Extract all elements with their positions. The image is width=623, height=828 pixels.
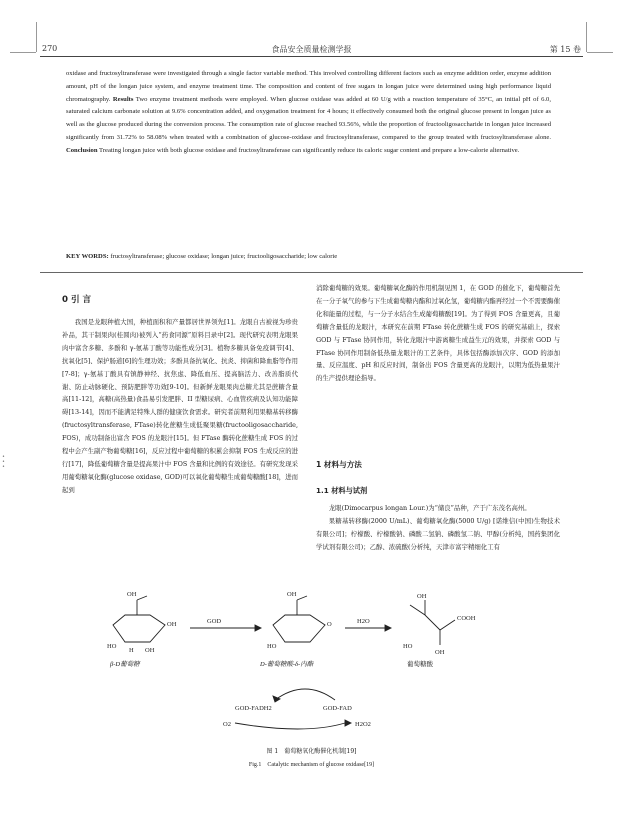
figure-caption-en: Fig.1 Catalytic mechanism of glucose oxidase[19] bbox=[248, 762, 375, 768]
materials-text bbox=[316, 502, 560, 554]
section-divider bbox=[40, 272, 583, 273]
methods-heading: 1 材料与方法 bbox=[316, 460, 362, 469]
right-paragraph: 消除葡萄糖的效果。葡萄糖氧化酶的作用机制见图 1，在 GOD 的催化下，葡萄糖首先在一分子氧气的参与下生成葡萄糖内酯和过氧化氢，葡萄糖内酯再经过一个不需要酶催化和能量的过程，与一分子水结合生成葡萄糖酸[19]。为了得到 FOS 含量更高，且葡萄糖含量低的龙眼汁，本研究在前期 FTase 转化蔗糖生成 FOS 的研究基础上，探索 GOD 与 FTase 协同作用，转化龙眼汁中游离糖生成益生元的效果，并探索 GOD 与 FTase 协同作用制备低热量龙眼汁的工艺条件，具体包括酶添加次序、GOD 的添加量、反应温度、pH 和反应时间，制备出 FOS 含量更高的龙眼汁，以期为低热量果汁的生产提供理论指导。 bbox=[316, 284, 560, 383]
glucose-label: β-D葡萄糖 bbox=[110, 661, 140, 668]
lactone-structure bbox=[273, 596, 325, 642]
longan-paragraph: 龙眼(Dimocarpus longan Lour.)为“储良”品种，产于广东茂名高州。 bbox=[328, 504, 531, 512]
header-rule bbox=[40, 56, 583, 57]
keywords-label: KEY WORDS: bbox=[66, 253, 109, 260]
reagents-paragraph: 果糖基转移酶(2000 U/mL)、葡萄糖氧化酶(5000 U/g) [诺维信(中国)生物技术有限公司]；柠檬酸、柠檬酸钠、磷酸二氢钠、磷酸氢二钠、甲醇(分析纯，国药集团化学试剂有限公司)；乙醇、浓硫酸(分析纯，天津市富宇精细化工有 bbox=[316, 516, 560, 551]
water-label: H2O bbox=[357, 618, 370, 625]
cycle-arrow-top bbox=[275, 689, 335, 700]
cycle-left-label: GOD-FADH2 bbox=[235, 705, 272, 712]
svg-text:OH: OH bbox=[167, 621, 177, 628]
svg-text:COOH: COOH bbox=[457, 615, 476, 622]
h2o2-label: H2O2 bbox=[355, 721, 371, 728]
margin-dots: • • • bbox=[2, 454, 5, 470]
figure-caption-cn: 图 1 葡萄糖氧化酶催化机制[19] bbox=[266, 748, 357, 755]
abstract-text: oxidase and fructosyltransferase were investigated through a single factor variable method. This involved controlling different factors such as enzyme addition order, enzyme addition amount, pH of the longan juice system, and enzyme treatment time. The composition and content of free sugars in longan juice were determined using high performance liquid chromatography. bbox=[66, 70, 551, 103]
conclusion-text: Treating longan juice with both glucose oxidase and fructosyltransferase can significantly reduce its caloric sugar content and prepare a low-calorie alternative. bbox=[99, 146, 520, 154]
right-column bbox=[316, 282, 560, 385]
results-text: Two enzyme treatment methods were employed. When glucose oxidase was added at 60 U/g with a reaction temperature of 35°C, an initial pH of 6.0, saturated calcium carbonate solution at 9.6% concentration added, and oxygenation treatment for 4 hours; it effectively consumed both the original glucose present in longan juice as well as the glucose produced during the conversion process. The consumption rate of glucose reached 93.56%, while the proportion of fructooligosaccharide in longan juice increased significantly from 31.72% to 58.08% when treated with a combination of glucose-oxidase and fructosyltransferase, compared to the group treated with fructosyltransferase alone. bbox=[66, 95, 551, 141]
cycle-right-label: GOD-FAD bbox=[323, 705, 352, 712]
conclusion-label: Conclusion bbox=[66, 146, 98, 154]
mechanism-figure bbox=[95, 590, 555, 740]
abstract bbox=[66, 68, 551, 158]
god-label: GOD bbox=[207, 618, 222, 625]
lactone-label: D-葡萄糖酸-δ-内酯 bbox=[260, 661, 314, 668]
left-column bbox=[62, 316, 298, 497]
glucose-structure bbox=[113, 596, 165, 642]
svg-text:OH: OH bbox=[417, 593, 427, 600]
gluconic-structure bbox=[410, 600, 455, 645]
svg-text:HO: HO bbox=[267, 643, 277, 650]
o2-label: O2 bbox=[223, 721, 231, 728]
svg-text:OH: OH bbox=[145, 647, 155, 654]
keywords-text: fructosyltransferase; glucose oxidase; longan juice; fructooligosaccharide; low calorie bbox=[110, 253, 338, 260]
svg-text:O: O bbox=[327, 621, 332, 628]
svg-text:OH: OH bbox=[435, 649, 445, 656]
gluconic-label: 葡萄糖酸 bbox=[407, 661, 433, 668]
results-label: Results bbox=[112, 95, 134, 103]
svg-text:HO: HO bbox=[403, 643, 413, 650]
page-number: 270 bbox=[42, 44, 58, 53]
svg-text:HO: HO bbox=[107, 643, 117, 650]
volume-label: 第 15 卷 bbox=[549, 45, 581, 54]
intro-heading: 0 引 言 bbox=[62, 295, 92, 305]
materials-heading: 1.1 材料与试剂 bbox=[316, 486, 368, 495]
svg-text:OH: OH bbox=[287, 591, 297, 598]
intro-paragraph: 我国是龙眼种植大国，种植面积和产量都居世界领先[1]。龙眼自古被视为珍贵补品，其干制果肉(桂圆肉)被列入“药食同源”原料目录中[2]。现代研究表明龙眼果肉中富含多糖、多酚和 γ-氨基丁酸等功能性成分[3]。植物多糖具备免疫调节[4]、抗氧化[5]、保护肠道[6]的生理功效；多酚具备抗氧化、抗炎、抑菌和降血脂等作用[7-8]；γ-氨基丁酸具有镇静神经、抗焦虑、降低血压、提高脑活力、改善脂质代谢、防止动脉硬化、预防肥胖等功效[9-10]。但新鲜龙眼果肉总糖尤其是蔗糖含量高[11-12]，高糖(高热量)食品易引发肥胖、II 型糖尿病、心血管疾病及认知功能障碍[13-14]，因而不能满足特殊人群的健康饮食需求。研究者前期利用果糖基转移酶(fructosyltransferase, FTase)转化蔗糖生成低聚果糖(fructooligosaccharide, FOS)，成功制备出富含 FOS 的龙眼汁[15]。但 FTase 酶转化蔗糖生成 FOS 的过程中会产生副产物葡萄糖[16]，反应过程中葡萄糖的积累会抑制 FOS 生成反应的进行[17]，降低葡萄糖含量是提高果汁中 FOS 含量和比例的有效途径。有研究发现采用葡萄糖氧化酶(glucose oxidase, GOD)可以氧化葡萄糖生成葡萄糖酸[18]，进而起到 bbox=[62, 318, 299, 494]
svg-text:OH: OH bbox=[127, 591, 137, 598]
keywords bbox=[66, 253, 551, 260]
cycle-arrow-bottom bbox=[235, 723, 345, 729]
svg-text:H: H bbox=[129, 647, 134, 654]
journal-title: 食品安全质量检测学报 bbox=[271, 45, 352, 54]
